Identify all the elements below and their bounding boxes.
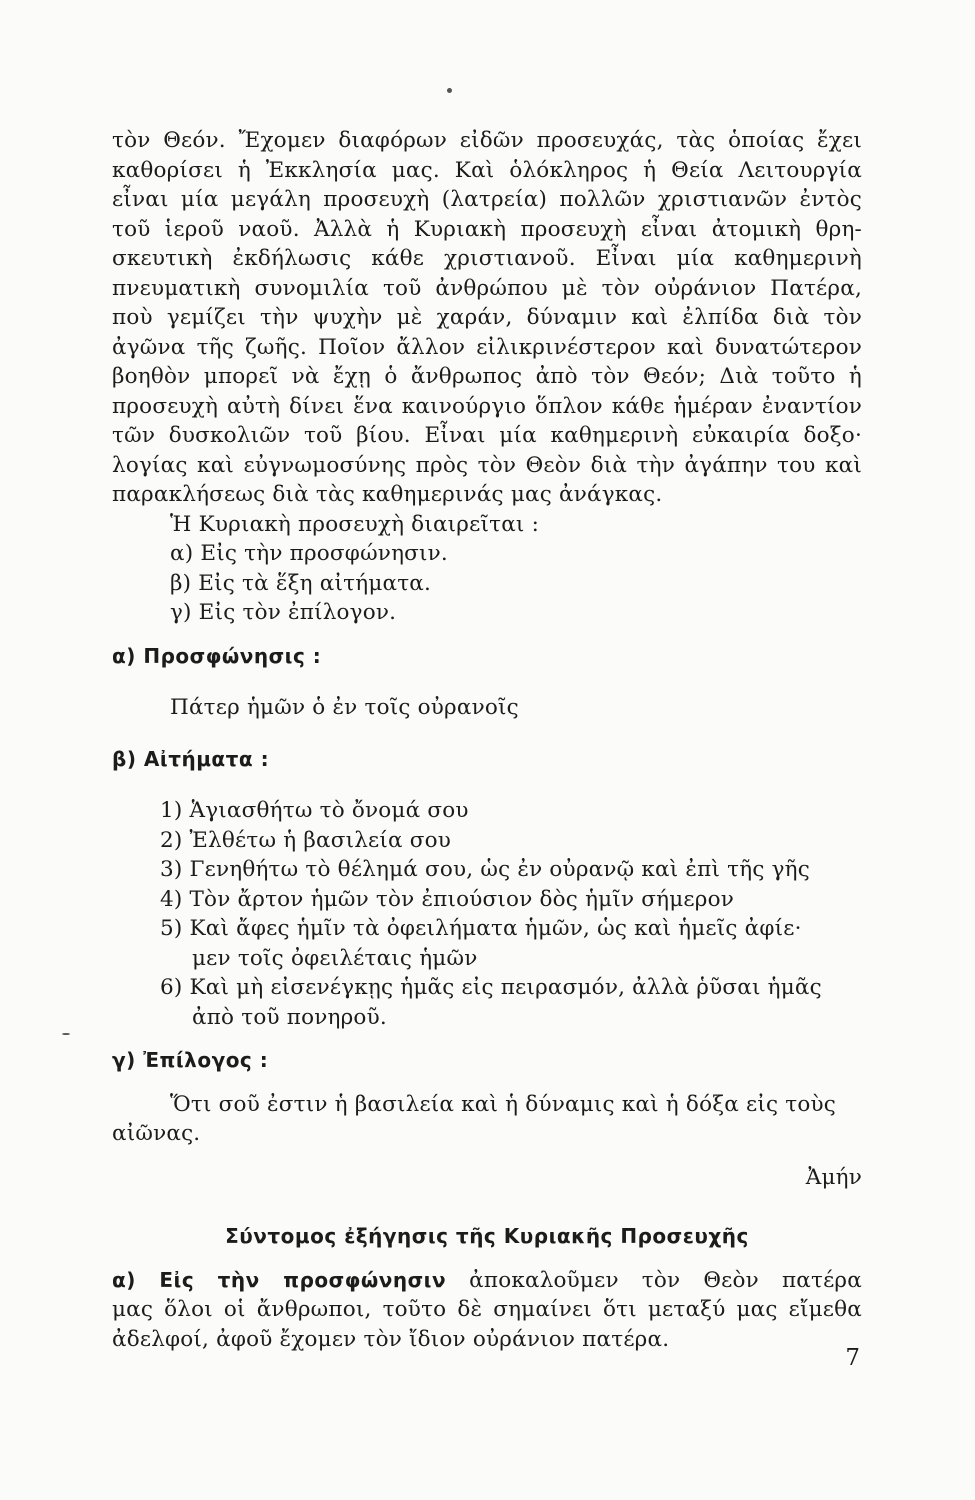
page-content [112, 126, 862, 1354]
petition-number: 6) [160, 975, 183, 1000]
section-c-heading: γ) Ἐπίλογος : [112, 1048, 269, 1072]
petition-item [112, 855, 862, 885]
page-number: 7 [845, 1345, 860, 1371]
paragraph-line: παρακλήσεως διὰ τὰς καθημερινάς μας ἀνάγκας. [112, 482, 663, 507]
section-b-heading: β) Αἰτήματα : [112, 746, 270, 771]
petition-number: 1) [160, 798, 183, 823]
petition-number: 5) [160, 916, 183, 941]
petition-item [112, 796, 862, 826]
petition-continuation: ἀπὸ τοῦ πονηροῦ. [192, 1004, 387, 1030]
invocation-text: Πάτερ ἡμῶν ὁ ἐν τοῖς οὐρανοῖς [170, 695, 519, 720]
paragraph-line: εἶναι μία μεγάλη προσευχὴ (λατρεία) πολλῶν χριστιανῶν ἐντὸς [112, 187, 862, 212]
petition-text: Τὸν ἄρτον ἡμῶν τὸν ἐπιούσιον δὸς ἡμῖν σήμερον [189, 886, 734, 912]
petition-text: Γενηθήτω τὸ θέλημά σου, ὡς ἐν οὐρανῷ καὶ ἐπὶ τῆς γῆς [189, 857, 810, 882]
doxology-line: Ὅτι σοῦ ἐστιν ἡ βασιλεία καὶ ἡ δύναμις καὶ ἡ δόξα εἰς τοὺς [170, 1091, 836, 1117]
paragraph-line: τὸν Θεόν. Ἔχομεν διαφόρων εἰδῶν προσευχάς, τὰς ὁποίας ἔχει [112, 128, 862, 153]
print-speck [62, 1033, 70, 1035]
division-item: α) Εἰς τὴν προσφώνησιν. [170, 541, 448, 566]
petition-number: 2) [160, 827, 183, 853]
section-a-heading: α) Προσφώνησις : [112, 643, 322, 668]
explanation-title: Σύντομος ἐξήγησις τῆς Κυριακῆς Προσευχῆς [225, 1224, 749, 1248]
amen: Ἀμήν [805, 1164, 862, 1190]
petitions-list [112, 796, 862, 1032]
petition-text: Ἁγιασθήτω τὸ ὄνομά σου [189, 798, 469, 823]
paragraph-line: βοηθὸν μπορεῖ νὰ ἔχῃ ὁ ἄνθρωπος ἀπὸ τὸν Θεόν; Διὰ τοῦτο ἡ [112, 364, 862, 389]
paragraph-line: πνευματικὴ συνομιλία τοῦ ἀνθρώπου μὲ τὸν οὐράνιον Πατέρα, [112, 275, 862, 301]
petition-continuation: μεν τοῖς ὀφειλέταις ἡμῶν [192, 945, 478, 971]
paragraph-line: τοῦ ἱεροῦ ναοῦ. Ἀλλὰ ἡ Κυριακὴ προσευχὴ εἶναι ἀτομικὴ θρη- [112, 216, 862, 242]
paragraph-line: προσευχὴ αὐτὴ δίνει ἕνα καινούργιο ὅπλον κάθε ἡμέραν ἐναντίον [112, 393, 862, 419]
intro-paragraph [112, 126, 862, 510]
division-item: β) Εἰς τὰ ἕξη αἰτήματα. [170, 570, 432, 596]
petition-number: 4) [160, 886, 183, 912]
paragraph-line: τῶν δυσκολιῶν τοῦ βίου. Εἶναι μία καθημερινὴ εὐκαιρία δοξο· [112, 423, 862, 448]
doxology-line: αἰῶνας. [112, 1121, 201, 1146]
explanation-lead-rest: ἀποκαλοῦμεν τὸν Θεὸν πατέρα [446, 1267, 862, 1293]
petition-text: Καὶ ἄφες ἡμῖν τὰ ὀφειλήματα ἡμῶν, ὡς καὶ ἡμεῖς ἀφίε· [189, 916, 802, 941]
petition-item [112, 885, 862, 915]
paragraph-line: ποὺ γεμίζει τὴν ψυχὴν μὲ χαράν, δύναμιν καὶ ἐλπίδα διὰ τὸν [112, 305, 862, 330]
paragraph-line: λογίας καὶ εὐγνωμοσύνης πρὸς τὸν Θεὸν διὰ τὴν ἀγάπην του καὶ [112, 452, 862, 478]
print-speck [447, 88, 452, 93]
petition-item [112, 914, 862, 944]
petition-item [112, 973, 862, 1003]
explanation-lead: α) Εἰς τὴν προσφώνησιν [112, 1267, 447, 1292]
petition-text: Καὶ μὴ εἰσενέγκῃς ἡμᾶς εἰς πειρασμόν, ἀλλὰ ῥῦσαι ἡμᾶς [189, 975, 822, 1000]
petition-number: 3) [160, 857, 183, 882]
explanation-line [112, 1266, 862, 1296]
paragraph-line: ἀγῶνα τῆς ζωῆς. Ποῖον ἄλλον εἰλικρινέστερον καὶ δυνατώτερον [112, 334, 862, 360]
explanation-line: μας ὅλοι οἱ ἄνθρωποι, τοῦτο δὲ σημαίνει ὅτι μεταξύ μας εἴμεθα [112, 1297, 862, 1322]
division-item: γ) Εἰς τὸν ἐπίλογον. [170, 600, 397, 625]
petition-text: Ἐλθέτω ἡ βασιλεία σου [189, 827, 452, 853]
petition-item [112, 826, 862, 856]
explanation-line: ἀδελφοί, ἀφοῦ ἔχομεν τὸν ἴδιον οὐράνιον πατέρα. [112, 1326, 670, 1352]
division-intro: Ἡ Κυριακὴ προσευχὴ διαιρεῖται : [170, 511, 540, 537]
paragraph-line: καθορίσει ἡ Ἐκκλησία μας. Καὶ ὁλόκληρος ἡ Θεία Λειτουργία [112, 157, 862, 183]
paragraph-line: σκευτικὴ ἐκδήλωσις κάθε χριστιανοῦ. Εἶναι μία καθημερινὴ [112, 246, 862, 271]
